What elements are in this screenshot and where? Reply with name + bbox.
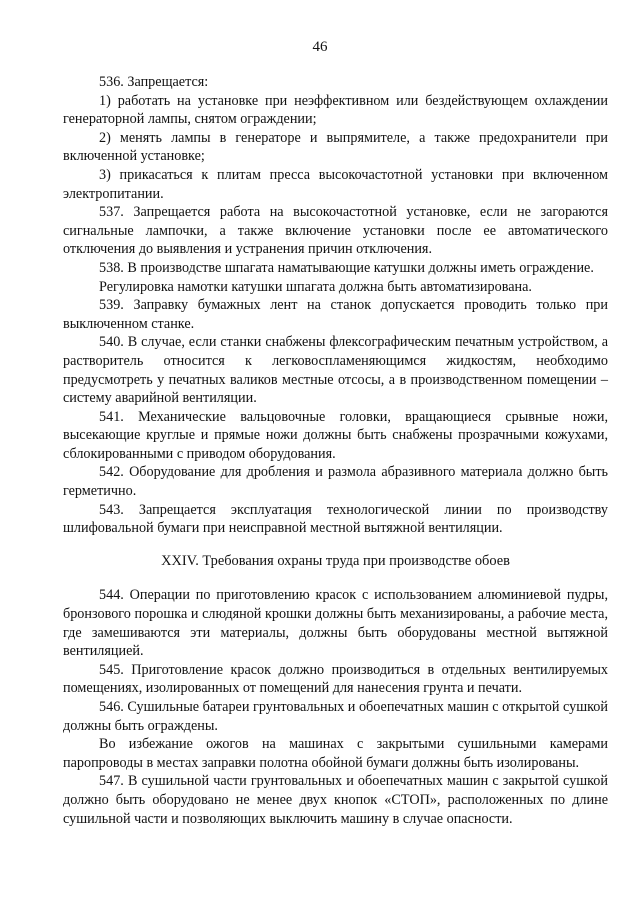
paragraph: 547. В сушильной части грунтовальных и обоепечатных машин с закрытой сушкой должно быть оборудовано не менее двух кнопок «СТОП», расположенных по длине сушильной части и позволяющих выключить машину в случае опасности. <box>63 773 608 827</box>
paragraph: 2) менять лампы в генераторе и выпрямителе, а также предохранители при включенной установке; <box>63 129 608 165</box>
document-body <box>63 73 608 828</box>
paragraph: 1) работать на установке при неэффективном или бездействующем охлаждении генераторной лампы, снятом ограждении; <box>63 92 608 128</box>
paragraph: 538. В производстве шпагата наматывающие катушки должны иметь ограждение. <box>99 259 594 276</box>
section-heading: XXIV. Требования охраны труда при производстве обоев <box>161 552 510 569</box>
paragraph: Во избежание ожогов на машинах с закрытыми сушильными камерами паропроводы в местах заправки полотна обойной бумаги должны быть изолированы. <box>63 736 608 771</box>
paragraph: 536. Запрещается: <box>99 74 209 90</box>
paragraph: 541. Механические вальцовочные головки, вращающиеся срывные ножи, высекающие круглые и прямые ножи должны быть снабжены прозрачными кожухами, сблокированными с приводом оборудования. <box>63 408 608 462</box>
paragraph: 539. Заправку бумажных лент на станок допускается проводить только при выключенном станке. <box>63 297 608 332</box>
page-number: 46 <box>312 39 328 55</box>
paragraph: 544. Операции по приготовлению красок с использованием алюминиевой пудры, бронзового порошка и слюдяной крошки должны быть механизированы, а рабочие места, где замешиваются эти материалы, должны быть оборудованы местной вытяжной вентиляцией. <box>63 587 608 660</box>
paragraph: 540. В случае, если станки снабжены флексографическим печатным устройством, а растворитель относится к легковоспламеняющимся жидкостям, необходимо предусмотреть у печатных валиков местные отсосы, а в производственном помещении – систему аварийной вентиляции. <box>63 334 608 407</box>
paragraph: 537. Запрещается работа на высокочастотной установке, если не загораются сигнальные лампочки, а также включение установки после ее автоматического отключения до выявления и устранения причин отключения. <box>63 204 608 258</box>
paragraph: 543. Запрещается эксплуатация технологической линии по производству шлифовальной бумаги при неисправной местной вытяжной вентиляции. <box>63 501 608 537</box>
paragraph: Регулировка намотки катушки шпагата должна быть автоматизирована. <box>99 278 532 295</box>
paragraph: 3) прикасаться к плитам пресса высокочастотной установки при включенном электропитании. <box>63 166 608 202</box>
paragraph: 545. Приготовление красок должно производиться в отдельных вентилируемых помещениях, изолированных от помещений для нанесения грунта и печати. <box>63 661 608 697</box>
paragraph: 546. Сушильные батареи грунтовальных и обоепечатных машин с открытой сушкой должны быть ограждены. <box>63 699 608 734</box>
paragraph: 542. Оборудование для дробления и размола абразивного материала должно быть герметично. <box>63 464 608 500</box>
